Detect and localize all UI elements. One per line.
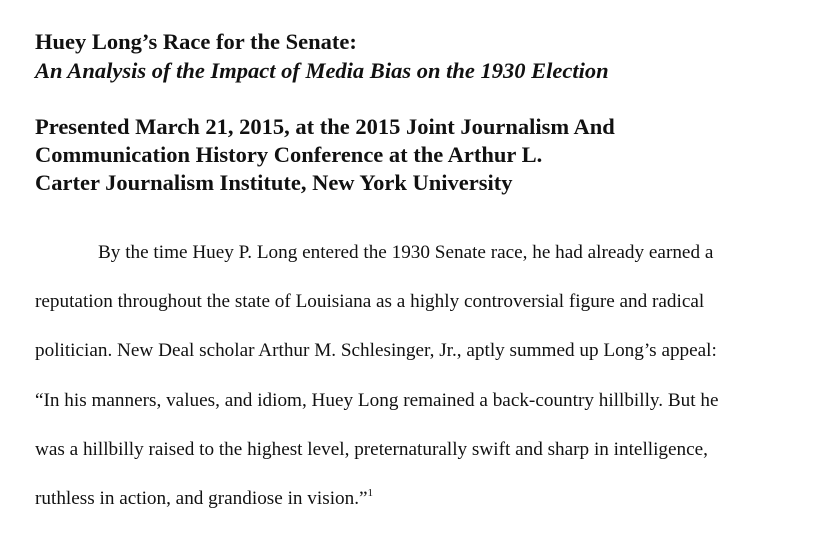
paragraph-line-last — [35, 486, 805, 509]
paragraph-line: “In his manners, values, and idiom, Huey Long remained a back-country hillbilly. But he — [35, 389, 719, 411]
paragraph-line: By the time Huey P. Long entered the 1930 Senate race, he had already earned a — [98, 242, 714, 263]
title-block — [35, 27, 815, 85]
paragraph-line: reputation throughout the state of Louisiana as a highly controversial figure and radical — [35, 291, 705, 313]
paragraph-line-text: ruthless in action, and grandiose in vision.” — [35, 487, 368, 509]
paper-subtitle: An Analysis of the Impact of Media Bias on the 1930 Election — [35, 58, 609, 83]
presentation-line: Carter Journalism Institute, New York University — [35, 170, 513, 195]
paper-title: Huey Long’s Race for the Senate: — [35, 29, 357, 54]
presentation-line: Presented March 21, 2015, at the 2015 Joint Journalism And — [35, 114, 615, 139]
body-paragraph — [35, 243, 805, 538]
paragraph-line: was a hillbilly raised to the highest level, preternaturally swift and sharp in intelligence, — [35, 438, 708, 460]
footnote-marker[interactable]: 1 — [367, 486, 374, 499]
presentation-info — [35, 113, 815, 197]
paragraph-line: politician. New Deal scholar Arthur M. Schlesinger, Jr., aptly summed up Long’s appeal: — [35, 340, 717, 362]
presentation-line: Communication History Conference at the Arthur L. — [35, 142, 543, 167]
